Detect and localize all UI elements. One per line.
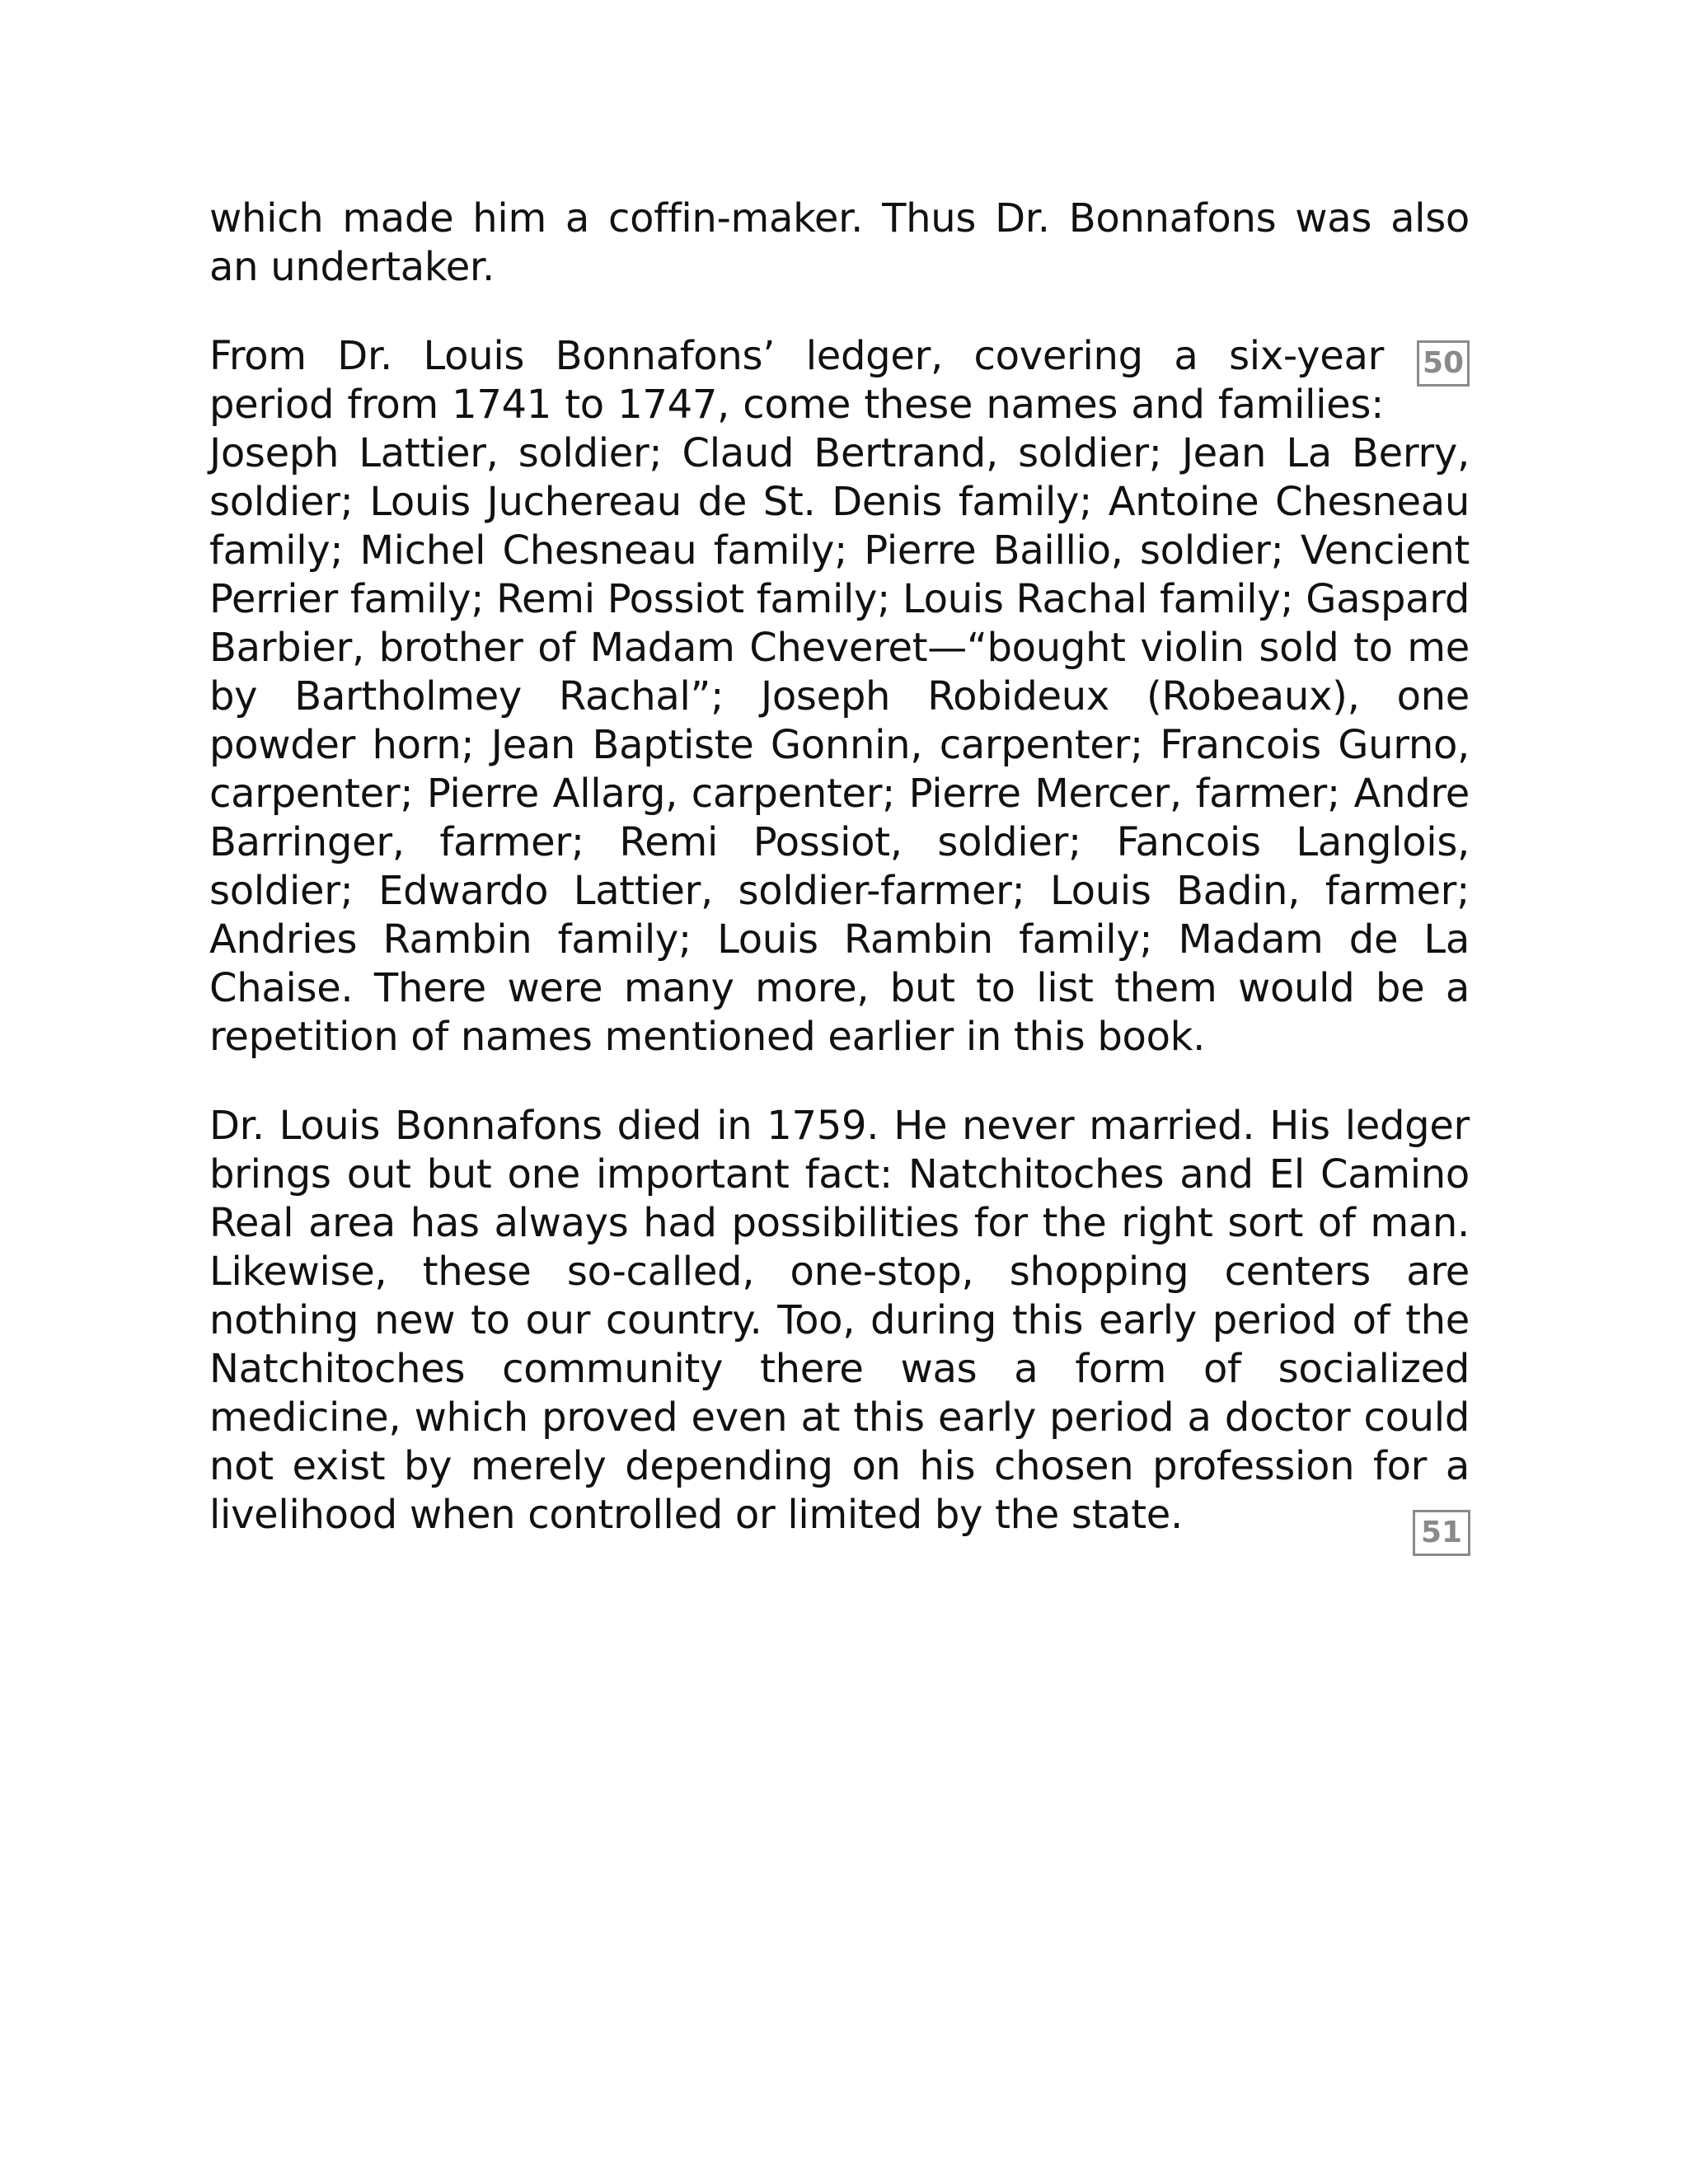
paragraph-continuation: which made him a coffin-maker. Thus Dr. Bonnafons was also an undertaker.: [209, 195, 1470, 290]
paragraph-ledger-text: From Dr. Louis Bonnafons’ ledger, covering a six-year period from 1741 to 1747, come these names and families: Joseph Lattier, soldier; Claud Bertrand, soldier; Jean La Berry, soldier; Louis Juchereau de St. Denis family; Antoine Chesneau family; Michel Chesneau family; Pierre Baillio, soldier; Vencient Perrier family; Remi Possiot family; Louis Rachal family; Gaspard Barbier, brother of Madam Cheveret—“bought violin sold to me by Bartholmey Rachal”; Joseph Robideux (Robeaux), one powder horn; Jean Baptiste Gonnin, carpenter; Francois Gurno, carpenter; Pierre Allarg, carpenter; Pierre Mercer, farmer; Andre Barringer, farmer; Remi Possiot, soldier; Fancois Langlois, soldier; Edwardo Lattier, soldier-farmer; Louis Badin, farmer; Andries Rambin family; Louis Rambin family; Madam de La Chaise. There were many more, but to list them would be a repetition of names mentioned earlier in this book.: [209, 333, 1470, 1060]
page-marker-51: 51: [1413, 1510, 1470, 1556]
page-marker-50: 50: [1417, 340, 1470, 387]
paragraph-conclusion: Dr. Louis Bonnafons died in 1759. He never married. His ledger brings out but one important fact: Natchitoches and El Camino Real area has always had possibilities for the right sort of man. Likewise, these so-called, one-stop, shopping centers are nothing new to our country. Too, during this early period of the Natchitoches community there was a form of socialized medicine, which proved even at this early period a doctor could not exist by merely depending on his chosen profession for a livelihood when controlled or limited by the state.: [209, 1103, 1470, 1538]
page-body: [209, 194, 1470, 1540]
paragraph-ledger-names: [209, 332, 1470, 1062]
